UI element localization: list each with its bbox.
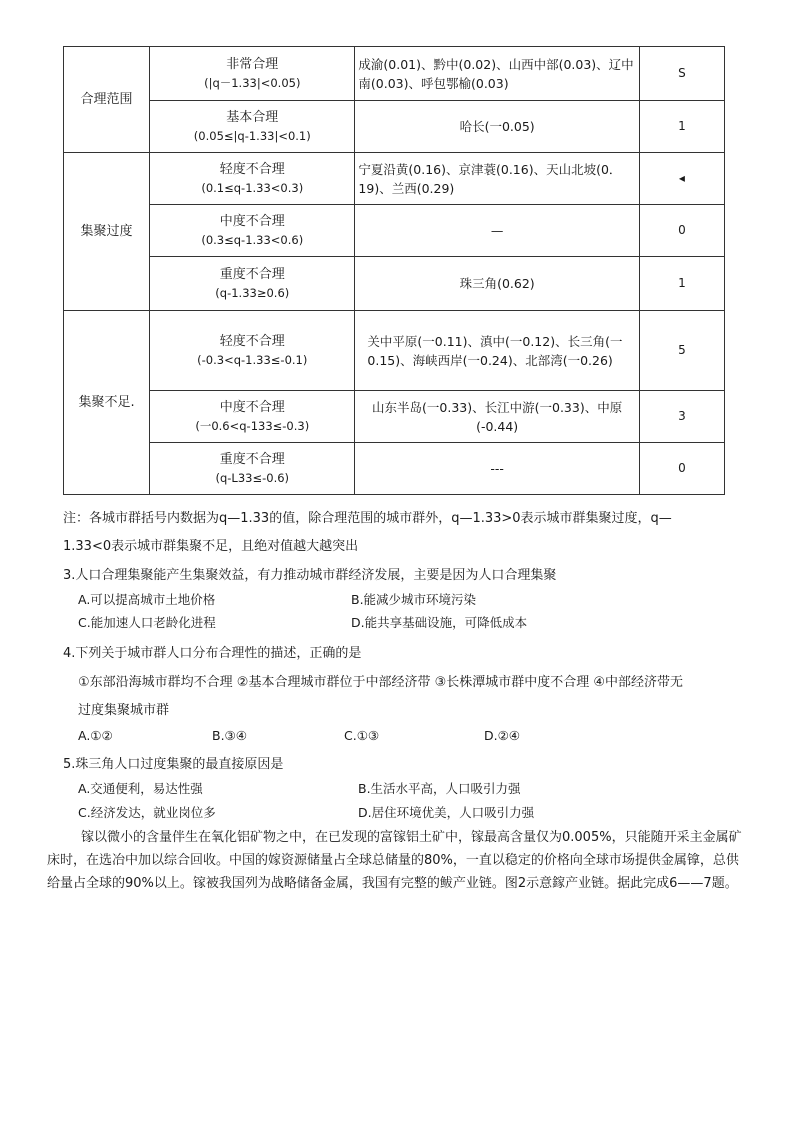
q4-option-d: D.②④: [484, 728, 521, 743]
q4-items-line-2: 过度集聚城市群: [78, 703, 170, 718]
level-range: (0.05≤|q-1.33|<0.1): [193, 128, 311, 143]
table-note-line-1: 注：各城市群括号内数据为q—1.33的值，除合理范围的城市群外，q—1.33>0表示城市群集聚过度，q—: [63, 511, 672, 526]
level-cell: [150, 391, 355, 443]
cities-cell: ---: [355, 443, 639, 495]
table-row: [64, 257, 725, 311]
cities-cell: 宁夏沿黄(0.16)、京津蓑(0.16)、天山北坡(0．19)、兰西(0.29): [355, 153, 639, 205]
q3-option-d: D.能共享基础设施，可降低成本: [351, 615, 528, 630]
count-cell: 3: [639, 391, 724, 443]
question-3-stem: 3.人口合理集聚能产生集聚效益，有力推动城市群经济发展，主要是因为人口合理集聚: [63, 568, 557, 583]
question-4-stem: 4.下列关于城市群人口分布合理性的描述，正确的是: [63, 646, 362, 661]
table-row: [64, 47, 725, 101]
category-cell: 集聚不足.: [64, 311, 150, 495]
gallium-passage: 镓以微小的含量伴生在氧化铝矿物之中，在已发现的富镓铝土矿中，镓最高含量仅为0.005%，只能随开采主金属矿床时，在选冶中加以综合回收。中国的嫁资源储量占全球总储量的80%，一直以稳定的价格向全球市场提供金属镎，总供给量占全球的90%以上。镓被我国列为战略储备金属，我国有完整的鲅产业链。图2示意鎵产业链。据此完成6——7题。: [47, 830, 742, 891]
level-cell: [150, 47, 355, 101]
level-cell: [150, 153, 355, 205]
q4-items-line-1: ①东部沿海城市群均不合理 ②基本合理城市群位于中部经济带 ③长株潭城市群中度不合理 ④中部经济带无: [78, 675, 684, 690]
level-name: 重度不合理: [219, 266, 285, 282]
level-cell: [150, 205, 355, 257]
level-name: 非常合理: [226, 56, 279, 72]
table-note-line-2: 1.33<0表示城市群集聚不足，且绝对值越大越突出: [63, 539, 359, 554]
level-range: (-0.3<q-1.33≤-0.1): [197, 352, 308, 367]
q5-option-c: C.经济发达，就业岗位多: [78, 805, 216, 820]
city-cluster-table: [63, 46, 725, 495]
level-range: (一0.6<q-133≤-0.3): [195, 418, 310, 433]
level-range: (q-1.33≥0.6): [215, 285, 290, 300]
level-cell: [150, 311, 355, 391]
q4-option-c: C.①③: [344, 728, 380, 743]
level-cell: [150, 257, 355, 311]
level-cell: [150, 443, 355, 495]
category-cell: 合理范围: [64, 47, 150, 153]
table-row: [64, 205, 725, 257]
count-cell: 1: [639, 101, 724, 153]
cities-cell: 关中平原(一0.11)、滇中(一0.12)、长三角(一0.15)、海峡西岸(一0.24)、北部湾(一0.26): [355, 311, 639, 391]
count-cell: 5: [639, 311, 724, 391]
count-cell: ◂: [639, 153, 724, 205]
q4-option-a: A.①②: [78, 728, 113, 743]
level-name: 轻度不合理: [219, 333, 285, 349]
count-cell: 0: [639, 205, 724, 257]
cities-cell: 成渝(0.01)、黔中(0.02)、山西中部(0.03)、辽中南(0.03)、呼包鄂榆(0.03): [355, 47, 639, 101]
q3-option-c: C.能加速人口老龄化进程: [78, 615, 216, 630]
cities-cell: —: [355, 205, 639, 257]
level-name: 中度不合理: [219, 213, 285, 229]
count-cell: 1: [639, 257, 724, 311]
count-cell: 0: [639, 443, 724, 495]
cities-cell: 山东半岛(一0.33)、长江中游(一0.33)、中原(-0.44): [355, 391, 639, 443]
table-row: [64, 311, 725, 391]
level-range: (|q－1.33|<0.05): [204, 75, 301, 90]
q5-option-d: D.居住环境优美，人口吸引力强: [358, 805, 535, 820]
level-range: (0.3≤q-1.33<0.6): [201, 232, 304, 247]
level-range: (q-L33≤-0.6): [215, 470, 290, 485]
q5-option-a: A.交通便利，易达性强: [78, 781, 203, 796]
level-range: (0.1≤q-1.33<0.3): [201, 180, 304, 195]
table-row: [64, 443, 725, 495]
level-name: 中度不合理: [219, 399, 285, 415]
count-cell: S: [639, 47, 724, 101]
level-name: 重度不合理: [219, 451, 285, 467]
q3-option-a: A.可以提高城市土地价格: [78, 592, 216, 607]
table-row: [64, 153, 725, 205]
table-row: [64, 391, 725, 443]
q5-option-b: B.生活水平高，人口吸引力强: [358, 781, 521, 796]
table-row: [64, 101, 725, 153]
level-cell: [150, 101, 355, 153]
category-cell: 集聚过度: [64, 153, 150, 311]
q3-option-b: B.能减少城市环境污染: [351, 592, 477, 607]
level-name: 基本合理: [226, 109, 279, 125]
cities-cell: 珠三角(0.62): [355, 257, 639, 311]
q4-option-b: B.③④: [212, 728, 247, 743]
question-5-stem: 5.珠三角人口过度集聚的最直接原因是: [63, 757, 284, 772]
cities-cell: 哈长(一0.05): [355, 101, 639, 153]
level-name: 轻度不合理: [219, 161, 285, 177]
